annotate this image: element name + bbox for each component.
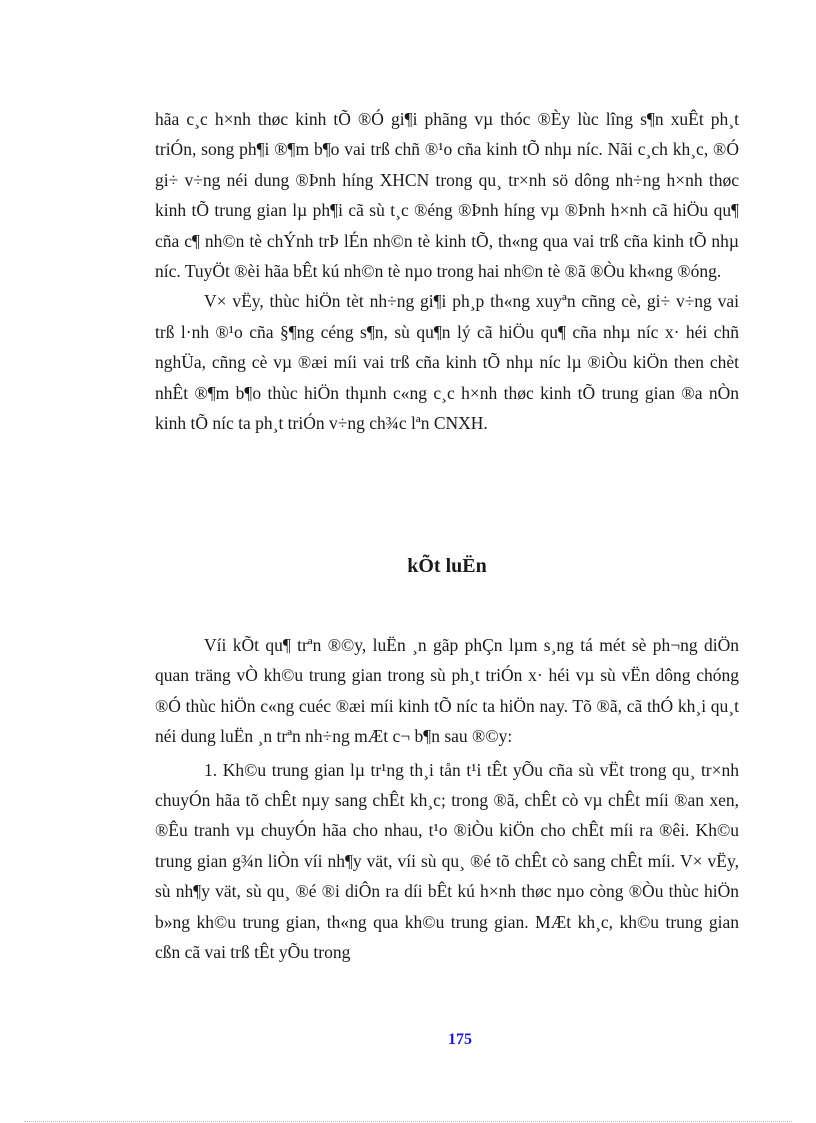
body-text-top bbox=[155, 104, 739, 438]
paragraph: Víi kÕt qu¶ trªn ®©y, luËn ¸n gãp phÇn lµm s¸ng tá mét sè ph¬ng diÖn quan träng vÒ kh©u trung gian trong sù ph¸t triÓn x· héi vµ sù vËn dông chóng ®Ó thùc hiÖn c«ng cuéc ®æi míi kinh tÕ níc ta hiÖn nay. Tõ ®ã, cã thÓ kh¸i qu¸t néi dung luËn ¸n trªn nh÷ng mÆt c¬ b¶n sau ®©y: bbox=[155, 635, 739, 747]
paragraph: hãa c¸c h×nh thøc kinh tÕ ®Ó gi¶i phãng vµ thóc ®Èy lùc lîng s¶n xuÊt ph¸t triÓn, song ph¶i ®¶m b¶o vai trß chñ ®¹o cña kinh tÕ nhµ níc. Nãi c¸ch kh¸c, ®Ó gi÷ v÷ng néi dung ®Þnh híng XHCN trong qu¸ tr×nh sö dông nh÷ng h×nh thøc kinh tÕ trung gian lµ ph¶i cã sù t¸c ®éng ®Þnh híng vµ ®Þnh h×nh cã hiÖu qu¶ cña c¶ nh©n tè chÝnh trÞ lÉn nh©n tè kinh tÕ, th«ng qua vai trß cña kinh tÕ nhµ níc. TuyÖt ®èi hãa bÊt kú nh©n tè nµo trong hai nh©n tè ®ã ®Òu kh«ng ®óng. bbox=[155, 109, 739, 282]
section-heading: kÕt luËn bbox=[407, 555, 487, 577]
paragraph: 1. Kh©u trung gian lµ tr¹ng th¸i tån t¹i tÊt yÕu cña sù vËt trong qu¸ tr×nh chuyÓn hãa tõ chÊt nµy sang chÊt kh¸c; trong ®ã, chÊt cò vµ chÊt míi ®an xen, ®Êu tranh vµ chuyÓn hãa cho nhau, t¹o ®iÒu kiÖn cho chÊt míi ra ®êi. Kh©u trung gian g¾n liÒn víi nh¶y vät, víi sù qu¸ ®é tõ chÊt cò sang chÊt míi. V× vËy, sù nh¶y vät, sù qu¸ ®é ®i diÔn ra díi bÊt kú h×nh thøc nµo còng ®Òu thùc hiÖn b»ng kh©u trung gian, th«ng qua kh©u trung gian. MÆt kh¸c, kh©u trung gian cßn cã vai trß tÊt yÕu trong bbox=[155, 759, 739, 963]
paragraph: V× vËy, thùc hiÖn tèt nh÷ng gi¶i ph¸p th«ng xuyªn cñng cè, gi÷ v÷ng vai trß l·nh ®¹o cña §¶ng céng s¶n, sù qu¶n lý cã hiÖu qu¶ cña nhµ níc x· héi chñ nghÜa, cñng cè vµ ®æi míi vai trß cña kinh tÕ nhµ níc lµ ®iÒu kiÖn then chèt nhÊt ®¶m b¶o thùc hiÖn thµnh c«ng c¸c h×nh thøc kinh tÕ trung gian ®a nÒn kinh tÕ níc ta ph¸t triÓn v÷ng ch¾c lªn CNXH. bbox=[155, 291, 739, 434]
page-number: 175 bbox=[448, 1031, 472, 1048]
page-bottom-divider bbox=[24, 1121, 792, 1122]
body-text-bottom bbox=[155, 630, 739, 967]
